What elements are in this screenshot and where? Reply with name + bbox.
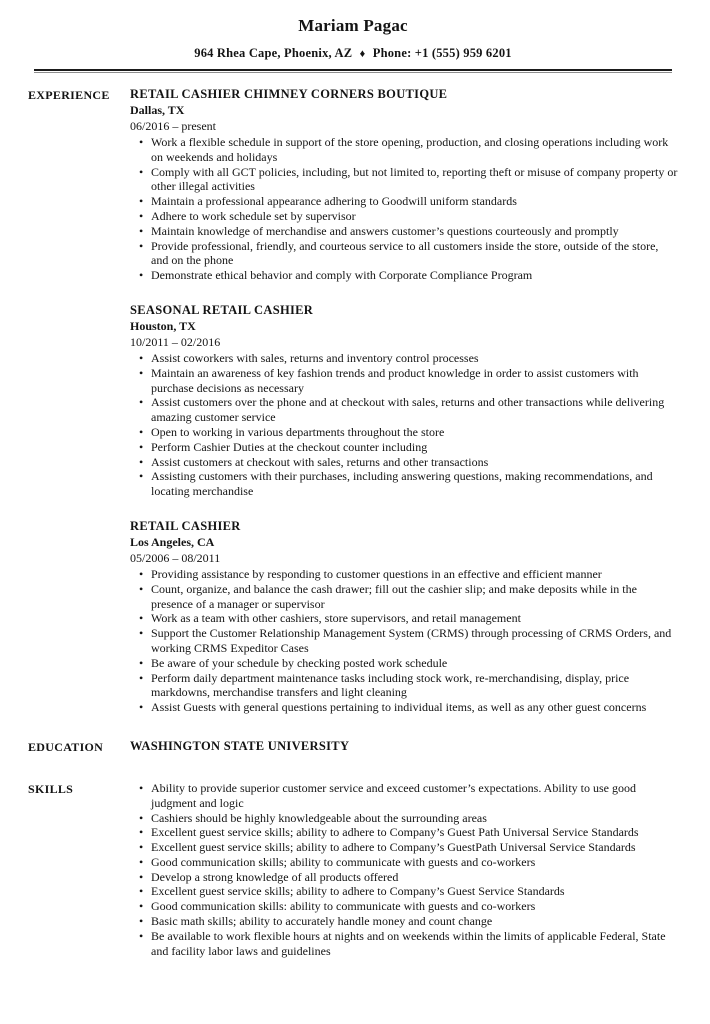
bullet-item: • Work as a team with other cashiers, store supervisors, and retail management: [130, 611, 678, 626]
job-title: SEASONAL RETAIL CASHIER: [130, 302, 314, 317]
section-education: [28, 739, 678, 755]
job-location: Dallas, TX: [130, 103, 185, 117]
skill-item: • Basic math skills; ability to accurately handle money and count change: [130, 914, 678, 929]
job-bullet-list: [130, 351, 678, 499]
job-entry-3: [130, 519, 678, 715]
job-title: RETAIL CASHIER: [130, 518, 241, 533]
resume-header: [28, 16, 678, 73]
job-dates: 05/2006 – 08/2011: [130, 550, 221, 565]
bullet-item: • Support the Customer Relationship Management System (CRMS) through processing of CRMS Orders, and working CRMS Expeditor Cases: [130, 626, 678, 656]
bullet-item: • Perform daily department maintenance tasks including stock work, re-merchandising, display, price markdowns, merchandise transfers and light cleaning: [130, 671, 678, 701]
bullet-item: • Perform Cashier Duties at the checkout counter including: [130, 440, 678, 455]
experience-content: [130, 87, 678, 715]
skill-item: • Ability to provide superior customer service and exceed customer’s expectations. Ability to use good judgment and logic: [130, 781, 678, 811]
bullet-item: • Demonstrate ethical behavior and comply with Corporate Compliance Program: [130, 268, 678, 283]
contact-address: 964 Rhea Cape, Phoenix, AZ: [194, 46, 353, 60]
bullet-item: • Work a flexible schedule in support of the store opening, production, and closing operations including work on weekends and holidays: [130, 135, 678, 165]
skills-content: [130, 781, 678, 959]
header-divider: [34, 69, 672, 73]
contact-phone: Phone: +1 (555) 959 6201: [372, 46, 512, 60]
job-entry-1: [130, 87, 678, 283]
skill-item: • Excellent guest service skills; ability to adhere to Company’s Guest Path Universal Service Standards: [130, 825, 678, 840]
bullet-item: • Open to working in various departments throughout the store: [130, 425, 678, 440]
skill-item: • Excellent guest service skills; ability to adhere to Company’s GuestPath Universal Service Standards: [130, 840, 678, 855]
bullet-item: • Assist customers over the phone and at checkout with sales, returns and other transactions while delivering amazing customer service: [130, 395, 678, 425]
skill-item: • Develop a strong knowledge of all products offered: [130, 870, 678, 885]
diamond-separator-icon: ♦: [359, 48, 366, 60]
education-label: EDUCATION: [28, 739, 104, 754]
bullet-item: • Maintain an awareness of key fashion trends and product knowledge in order to assist customers with purchase decisions as necessary: [130, 366, 678, 396]
job-dates: 06/2016 – present: [130, 119, 216, 133]
bullet-item: • Assist coworkers with sales, returns and inventory control processes: [130, 351, 678, 366]
bullet-item: • Providing assistance by responding to customer questions in an effective and efficient manner: [130, 567, 678, 582]
skills-bullet-list: [130, 781, 678, 959]
candidate-name: Mariam Pagac: [298, 16, 408, 35]
skill-item: • Good communication skills: ability to communicate with guests and co-workers: [130, 899, 678, 914]
job-location: Houston, TX: [130, 318, 196, 333]
job-dates: 10/2011 – 02/2016: [130, 334, 221, 349]
job-location: Los Angeles, CA: [130, 534, 215, 549]
education-content: [130, 739, 678, 754]
section-experience: [28, 87, 678, 715]
bullet-item: • Assist Guests with general questions pertaining to individual items, as well as any other guest concerns: [130, 700, 678, 715]
job-entry-2: [130, 303, 678, 499]
skill-item: • Good communication skills; ability to communicate with guests and co-workers: [130, 855, 678, 870]
job-bullet-list: [130, 135, 678, 283]
skill-item: • Excellent guest service skills; ability to adhere to Company’s Guest Service Standards: [130, 884, 678, 899]
job-bullet-list: [130, 567, 678, 715]
bullet-item: • Count, organize, and balance the cash drawer; fill out the cashier slip; and make deposits while in the presence of a manager or supervisor: [130, 582, 678, 612]
bullet-item: • Comply with all GCT policies, including, but not limited to, reporting theft or misuse of company property or other illegal activities: [130, 165, 678, 195]
job-title: RETAIL CASHIER CHIMNEY CORNERS BOUTIQUE: [130, 87, 448, 101]
experience-label: EXPERIENCE: [28, 88, 110, 102]
bullet-item: • Assist customers at checkout with sales, returns and other transactions: [130, 455, 678, 470]
bullet-item: • Maintain knowledge of merchandise and answers customer’s questions courteously and promptly: [130, 224, 678, 239]
bullet-item: • Assisting customers with their purchases, including answering questions, making recommendations, and locating merchandise: [130, 469, 678, 499]
bullet-item: • Maintain a professional appearance adhering to Goodwill uniform standards: [130, 194, 678, 209]
skill-item: • Be available to work flexible hours at nights and on weekends within the limits of applicable Federal, State and facility labor laws and guidelines: [130, 929, 678, 959]
section-skills: [28, 781, 678, 959]
school-name: WASHINGTON STATE UNIVERSITY: [130, 738, 350, 753]
skills-label: SKILLS: [28, 781, 74, 796]
bullet-item: • Be aware of your schedule by checking posted work schedule: [130, 656, 678, 671]
bullet-item: • Provide professional, friendly, and courteous service to all customers inside the store, outside of the store, and on the phone: [130, 239, 678, 269]
bullet-item: • Adhere to work schedule set by supervisor: [130, 209, 678, 224]
skill-item: • Cashiers should be highly knowledgeable about the surrounding areas: [130, 811, 678, 826]
contact-line: [28, 46, 678, 62]
